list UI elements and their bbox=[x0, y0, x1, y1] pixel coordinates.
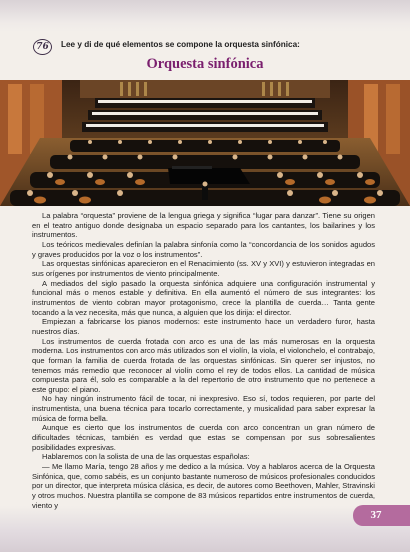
paragraph: — Me llamo María, tengo 28 años y me dedico a la música. Voy a hablaros acerca de la Orquesta Sinfónica, que, como sabéis, es un conjunto bastante numeroso de músicos profesionales conducidos por un director, que interpreta música clásica, es decir, de autores como Beethoven, Mahler, Stravinski y otros muchos. Nuestra plantilla se compone de 83 músicos repartidos entre instrumentos de cuerda, viento y bbox=[32, 462, 375, 510]
paragraph: Aunque es cierto que los instrumentos de cuerda con arco concentran un gran número de dificultades técnicas, también es verdad que estas se compensan por sus sobresalientes posibilidades expresivas. bbox=[32, 423, 375, 452]
page-number: 37 bbox=[370, 509, 382, 521]
reading-text bbox=[32, 211, 375, 510]
paragraph: Las orquestas sinfónicas aparecieron en el Renacimiento (ss. XV y XVI) y estuvieron integradas en sus orígenes por instrumentos de viento principalmente. bbox=[32, 259, 375, 278]
reading-title: Orquesta sinfónica bbox=[146, 56, 264, 72]
page-bottom-edge bbox=[0, 506, 410, 552]
paragraph: A mediados del siglo pasado la orquesta sinfónica adquiere una configuración instrumental y funcional más o menos estable y definitiva. En ella aumentó el número de sus integrantes: los instrumentos de viento cobran mayor protagonismo, crece la plantilla de cuerda… Tanta gente tocando a la vez necesita, más que nunca, a alguien que los dirija: el director. bbox=[32, 278, 375, 317]
paragraph: Los instrumentos de cuerda frotada con arco es una de las más numerosas en la orquesta moderna. Los instrumentos con arco más utilizados son el violín, la viola, el violonchelo, el contrabajo, que forman la familia de cuerda frotada de las orquestas sinfónicas. Sin querer ser injustos, no tenemos más remedio que reconocer al violín como el rey de todos ellos. La cantidad de música compuesta para él, solo es comparable a la del repertorio de otro instrumento que no pertenece a este grupo: el piano. bbox=[32, 336, 375, 394]
paragraph: La palabra “orquesta” proviene de la lengua griega y significa “lugar para danzar”. Tiene su origen en el teatro antiguo donde designaba un espacio separado para los cantantes, los bailarines y los instrumentos. bbox=[32, 211, 375, 240]
exercise-instruction: Lee y di de qué elementos se compone la orquesta sinfónica: bbox=[61, 40, 300, 49]
paragraph: No hay ningún instrumento fácil de tocar, ni inexpresivo. Eso sí, todos requieren, por parte del instrumentista, una buena técnica para tocarlo correctamente, y musicalidad para saber expresar la música de forma bella. bbox=[32, 394, 375, 423]
paragraph: Empiezan a fabricarse los pianos modernos: este instrumento hace un verdadero furor, hasta nuestros días. bbox=[32, 317, 375, 336]
symphony-orchestra-photo bbox=[0, 80, 410, 206]
page-top-edge bbox=[0, 0, 410, 32]
exercise-number-badge: 76 bbox=[33, 39, 52, 55]
paragraph: Hablaremos con la solista de una de las orquestas españolas: bbox=[42, 452, 250, 462]
page-number-tab bbox=[353, 505, 410, 526]
paragraph: Los teóricos medievales definían la palabra sinfonía como la “concordancia de los sonidos agudos y graves producidos por la voz o los instrumentos”. bbox=[32, 239, 375, 259]
